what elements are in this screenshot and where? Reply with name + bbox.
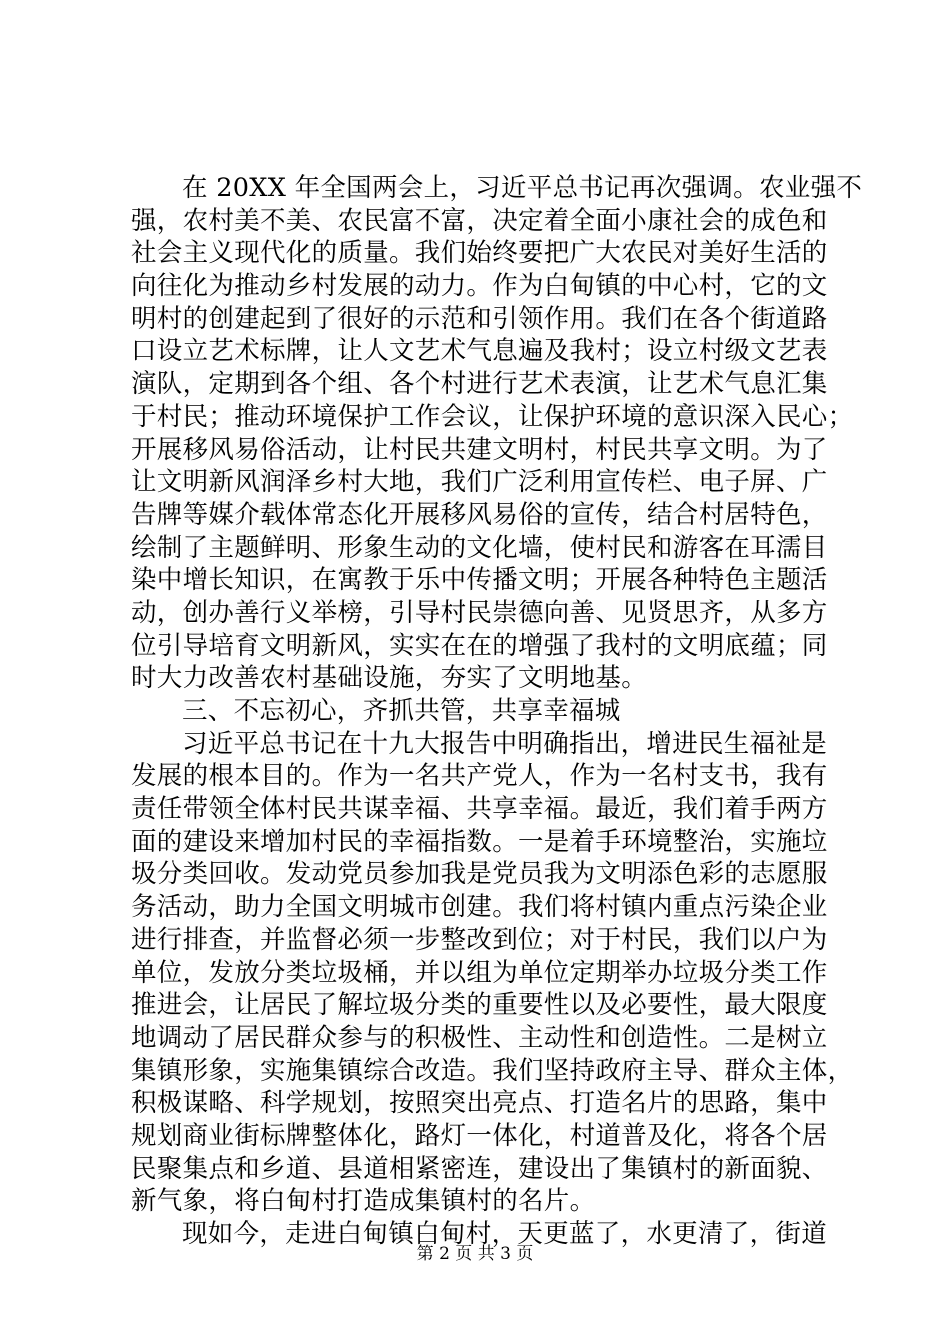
page-footer: [0, 1243, 950, 1265]
text-line: 位引导培育文明新风，实实在在的增强了我村的文明底蕴；同: [131, 630, 828, 661]
text-line: 民聚集点和乡道、县道相紧密连，建设出了集镇村的新面貌、: [131, 1153, 828, 1184]
text-line: 积极谋略、科学规划，按照突出亮点、打造名片的思路，集中: [131, 1088, 828, 1119]
text-line: 染中增长知识，在寓教于乐中传播文明；开展各种特色主题活: [131, 565, 828, 596]
text-line: 圾分类回收。发动党员参加我是党员我为文明添色彩的志愿服: [131, 859, 828, 890]
text-line: 习近平总书记在十九大报告中明确指出，增进民生福祉是: [182, 728, 828, 759]
text-line: 发展的根本目的。作为一名共产党人，作为一名村支书，我有: [131, 761, 828, 792]
text-line: 责任带领全体村民共谋幸福、共享幸福。最近，我们着手两方: [131, 794, 828, 825]
text-line: 开展移风易俗活动，让村民共建文明村，村民共享文明。为了: [131, 434, 828, 465]
text-line: 绘制了主题鲜明、形象生动的文化墙，使村民和游客在耳濡目: [131, 532, 828, 563]
text-line: 告牌等媒介载体常态化开展移风易俗的宣传，结合村居特色，: [131, 499, 828, 530]
text-line: 地调动了居民群众参与的积极性、主动性和创造性。二是树立: [131, 1022, 828, 1053]
text-line: 向往化为推动乡村发展的动力。作为白甸镇的中心村，它的文: [131, 271, 828, 302]
text-line: 务活动，助力全国文明城市创建。我们将村镇内重点污染企业: [131, 892, 828, 923]
text-line: 口设立艺术标牌，让人文艺术气息遍及我村；设立村级文艺表: [131, 336, 828, 367]
text-line: 于村民；推动环境保护工作会议，让保护环境的意识深入民心；: [131, 401, 854, 432]
text-line: 推进会，让居民了解垃圾分类的重要性以及必要性，最大限度: [131, 990, 828, 1021]
text-line: 单位，发放分类垃圾桶，并以组为单位定期举办垃圾分类工作: [131, 957, 828, 988]
page-number: 第 2 页 共 3 页: [416, 1244, 534, 1264]
section-heading: 三、不忘初心，齐抓共管，共享幸福城: [182, 696, 621, 726]
document-body: [131, 172, 863, 1251]
text-line: 现如今，走进白甸镇白甸村，天更蓝了，水更清了，街道: [182, 1219, 828, 1249]
text-line: 明村的创建起到了很好的示范和引领作用。我们在各个街道路: [131, 303, 828, 334]
text-line: 时大力改善农村基础设施，夯实了文明地基。: [131, 663, 648, 694]
text-line: 新气象，将白甸村打造成集镇村的名片。: [131, 1186, 596, 1217]
text-line: 集镇形象，实施集镇综合改造。我们坚持政府主导、群众主体，: [131, 1055, 854, 1086]
text-line: 演队，定期到各个组、各个村进行艺术表演，让艺术气息汇集: [131, 369, 828, 400]
text-line: 强，农村美不美、农民富不富，决定着全面小康社会的成色和: [131, 205, 828, 236]
text-line: 动，创办善行义举榜，引导村民崇德向善、见贤思齐，从多方: [131, 597, 828, 628]
text-line: 在 20XX 年全国两会上，习近平总书记再次强调。农业强不: [182, 173, 863, 203]
text-line: 让文明新风润泽乡村大地，我们广泛利用宣传栏、电子屏、广: [131, 467, 828, 498]
text-line: 面的建设来增加村民的幸福指数。一是着手环境整治，实施垃: [131, 826, 828, 857]
text-line: 社会主义现代化的质量。我们始终要把广大农民对美好生活的: [131, 238, 828, 269]
text-line: 规划商业街标牌整体化，路灯一体化，村道普及化，将各个居: [131, 1120, 828, 1151]
text-line: 进行排查，并监督必须一步整改到位；对于村民，我们以户为: [131, 924, 828, 955]
